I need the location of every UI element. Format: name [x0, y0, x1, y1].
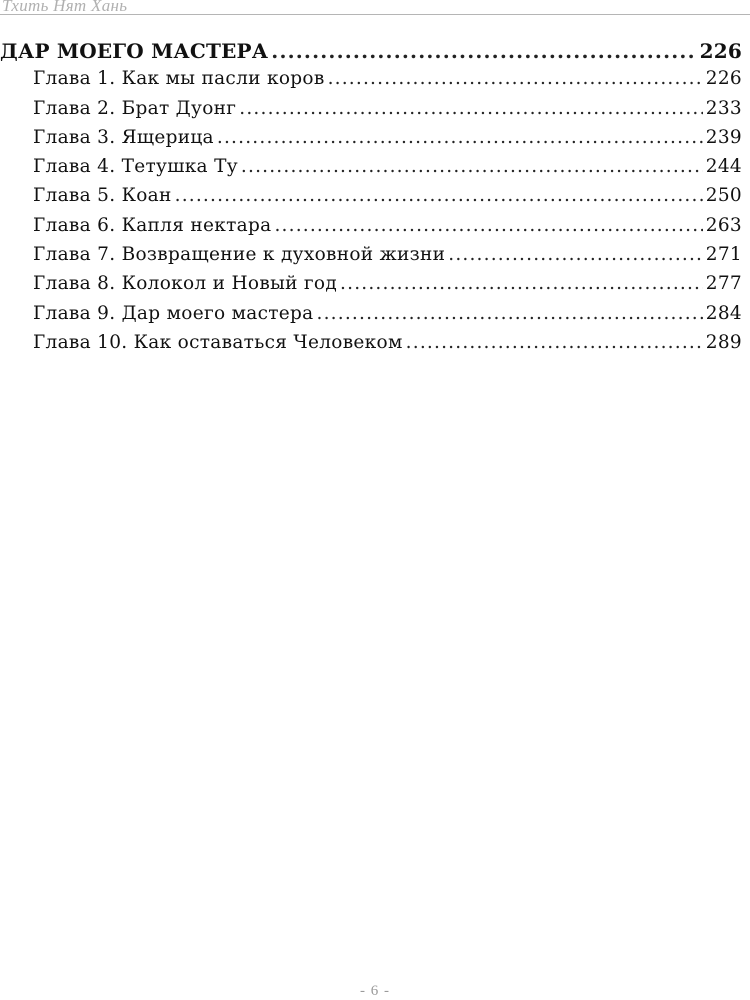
toc-chapter-entry[interactable]	[0, 185, 742, 214]
toc-chapter-entry[interactable]	[0, 215, 742, 244]
toc-dot-leader	[241, 156, 703, 177]
toc-dot-leader	[406, 332, 703, 353]
toc-chapter-page: 289	[705, 331, 742, 353]
toc-chapter-entry[interactable]	[0, 98, 742, 127]
toc-part-title: ДАР МОЕГО МАСТЕРА	[0, 39, 269, 63]
toc-chapter-entry[interactable]	[0, 127, 742, 156]
toc-chapter-title: Глава 3. Ящерица	[33, 126, 214, 148]
toc-chapter-page: 284	[705, 302, 742, 324]
page-number: - 6 -	[360, 983, 390, 999]
toc-chapter-title: Глава 5. Коан	[33, 185, 172, 207]
toc-dot-leader	[274, 215, 702, 236]
running-header-title: Тхить Нят Хань	[2, 0, 128, 15]
toc-dot-leader	[239, 98, 703, 119]
toc-dot-leader	[340, 273, 703, 294]
toc-chapter-title: Глава 6. Капля нектара	[33, 214, 272, 236]
toc-chapter-title: Глава 10. Как оставаться Человеком	[33, 331, 403, 353]
toc-chapter-page: 271	[705, 244, 742, 266]
toc-chapter-title: Глава 4. Тетушка Ту	[33, 156, 238, 178]
toc-dot-leader	[271, 39, 696, 63]
toc-chapter-title: Глава 1. Как мы пасли коров	[33, 68, 325, 90]
toc-dot-leader	[328, 68, 703, 89]
toc-chapter-page: 233	[705, 97, 742, 119]
toc-part-entry[interactable]	[0, 39, 742, 68]
toc-part-page: 226	[699, 39, 742, 63]
toc-chapter-page: 263	[705, 214, 742, 236]
toc-dot-leader	[217, 127, 703, 148]
toc-chapter-entry[interactable]	[0, 273, 742, 302]
toc-chapter-title: Глава 9. Дар моего мастера	[33, 302, 314, 324]
toc-chapter-entry[interactable]	[0, 332, 742, 361]
toc-dot-leader	[175, 185, 703, 206]
toc-dot-leader	[317, 303, 703, 324]
toc-chapter-page: 244	[705, 156, 742, 178]
toc-chapter-entry[interactable]	[0, 303, 742, 332]
toc-chapter-entry[interactable]	[0, 244, 742, 273]
toc-chapter-title: Глава 2. Брат Дуонг	[33, 97, 237, 119]
toc-chapter-title: Глава 8. Колокол и Новый год	[33, 273, 338, 295]
toc-chapter-page: 250	[705, 185, 742, 207]
toc-chapter-entry[interactable]	[0, 68, 742, 97]
toc-chapter-page: 277	[705, 273, 742, 295]
toc-chapter-title: Глава 7. Возвращение к духовной жизни	[33, 244, 446, 266]
toc-dot-leader	[448, 244, 703, 265]
running-header	[0, 0, 750, 15]
toc-chapter-page: 239	[705, 126, 742, 148]
toc-chapter-entry[interactable]	[0, 156, 742, 185]
toc-chapter-page: 226	[705, 68, 742, 90]
table-of-contents	[0, 39, 742, 361]
